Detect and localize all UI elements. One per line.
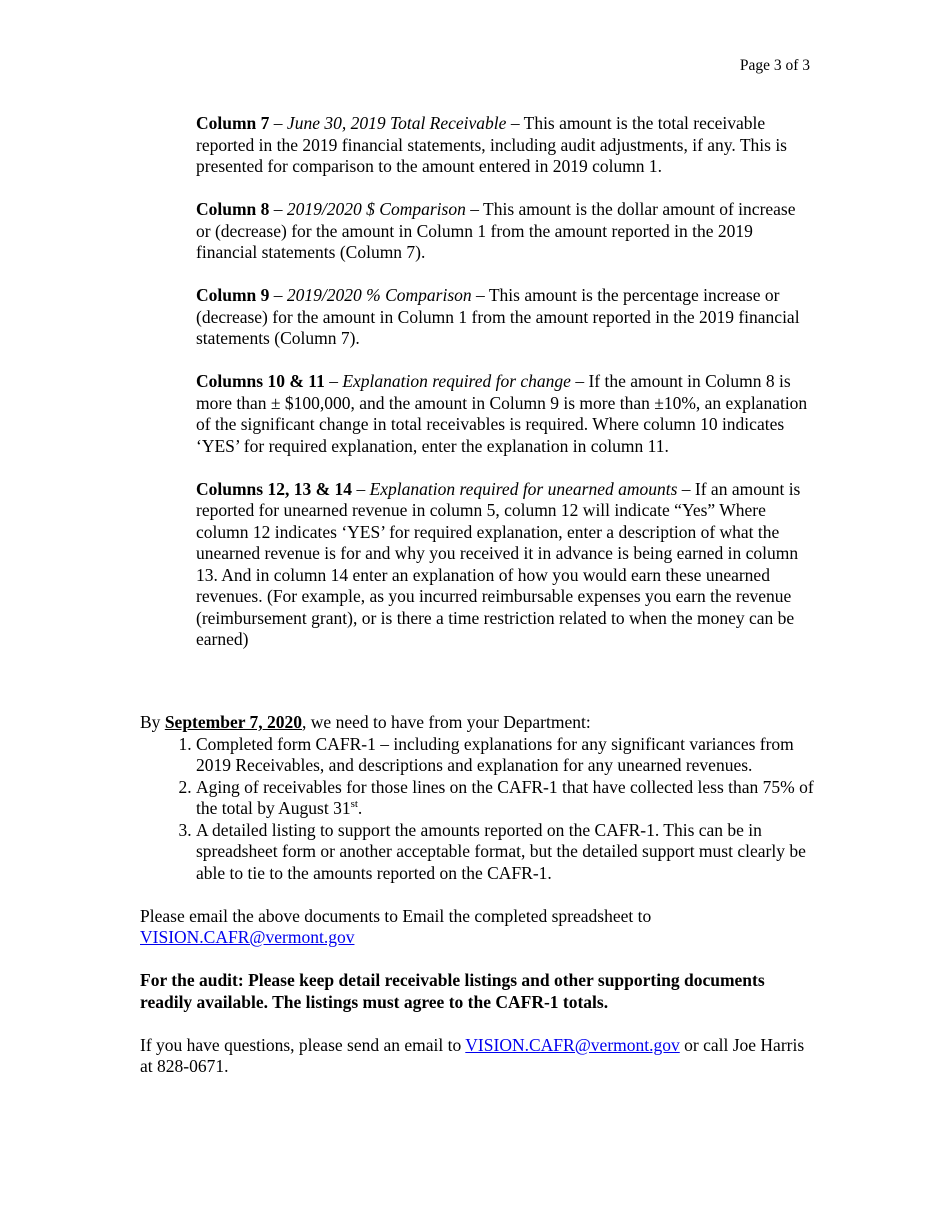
deadline-date: September 7, 2020 <box>164 712 303 732</box>
column-title: 2019/2020 % Comparison <box>286 285 472 305</box>
column-9-description: Column 9 – 2019/2020 % Comparison – This amount is the percentage increase or (decrease) for the amount in Column 1 from the amount reported in the 2019 financial statements (Column 7). <box>196 285 800 348</box>
column-text: This amount is the percentage increase or (decrease) for the amount in Column 1 from the amount reported in the 2019 financial statements (Column 7). <box>196 285 800 348</box>
email-link[interactable]: VISION.CAFR@vermont.gov <box>140 927 355 947</box>
email-instructions: Please email the above documents to Email the completed spreadsheet to VISION.CAFR@vermont.gov <box>140 905 652 947</box>
column-title: June 30, 2019 Total Receivable <box>286 113 507 133</box>
column-title: Explanation required for unearned amounts <box>369 478 678 499</box>
column-text: This amount is the total receivable reported in the 2019 financial statements, including audit adjustments, if any. This is presented for comparison to the amount entered in 2019 column 1. <box>196 113 787 176</box>
column-text: If the amount in Column 8 is more than ± $100,000, and the amount in Column 9 is more than ±10%, an explanation of the significant change in total receivables is required. Where column 10 indicates ‘YES’ for required explanation, enter the explanation in column 11. <box>196 371 808 456</box>
page-number: Page 3 of 3 <box>739 57 810 74</box>
column-title: Explanation required for change <box>342 371 571 391</box>
list-item: 2. Aging of receivables for those lines on the CAFR-1 that have collected less than 75% of the total by August 31st. <box>196 777 820 820</box>
columns-12-13-14-description: Columns 12, 13 & 14 – Explanation required for unearned amounts – If an amount is reported for unearned revenue in column 5, column 12 will indicate “Yes” Where column 12 indicates ‘YES’ for required explanation, enter a description of what the unearned revenue is for and why you received it in advance is being earned in column 13. And in column 14 enter an explanation of how you would earn these unearned revenues. (For example, as you incurred reimbursable expenses you earn the revenue (reimbursement grant), or is there a time restriction related to when the money can be earned) <box>196 478 801 649</box>
column-title: 2019/2020 $ Comparison <box>286 199 466 219</box>
column-label: Column 8 <box>196 199 270 219</box>
column-label: Columns 12, 13 & 14 <box>196 478 353 499</box>
questions-contact: If you have questions, please send an email to VISION.CAFR@vermont.gov or call Joe Harris at 828-0671. <box>140 1034 805 1076</box>
column-7-description: Column 7 – June 30, 2019 Total Receivable – This amount is the total receivable reported in the 2019 financial statements, including audit adjustments, if any. This is presented for comparison to the amount entered in 2019 column 1. <box>196 113 787 176</box>
column-label: Columns 10 & 11 <box>196 371 325 391</box>
list-item: 1. Completed form CAFR-1 – including explanations for any significant variances from 2019 Receivables, and descriptions and explanation for any unearned revenues. <box>196 734 820 777</box>
column-text: This amount is the dollar amount of increase or (decrease) for the amount in Column 1 from the amount reported in the 2019 financial statements (Column 7). <box>196 199 796 262</box>
column-label: Column 7 <box>196 113 270 133</box>
column-label: Column 9 <box>196 285 270 305</box>
column-8-description: Column 8 – 2019/2020 $ Comparison – This amount is the dollar amount of increase or (decrease) for the amount in Column 1 from the amount reported in the 2019 financial statements (Column 7). <box>196 199 796 262</box>
audit-note: For the audit: Please keep detail receivable listings and other supporting documents readily available. The listings must agree to the CAFR-1 totals. <box>140 970 765 1012</box>
instructions-section <box>140 712 820 1078</box>
requirements-list <box>140 734 820 885</box>
column-text: If an amount is reported for unearned revenue in column 5, column 12 will indicate “Yes” Where column 12 indicates ‘YES’ for required explanation, enter a description of what the unearned revenue is for and why you received it in advance is being earned in column 13. And in column 14 enter an explanation of how you would earn these unearned revenues. (For example, as you incurred reimbursable expenses you earn the revenue (reimbursement grant), or is there a time restriction related to when the money can be earned) <box>196 478 801 649</box>
contact-email-link[interactable]: VISION.CAFR@vermont.gov <box>465 1034 680 1055</box>
deadline-line: By September 7, 2020, we need to have from your Department: <box>140 712 591 732</box>
columns-10-11-description: Columns 10 & 11 – Explanation required for change – If the amount in Column 8 is more than ± $100,000, and the amount in Column 9 is more than ±10%, an explanation of the significant change in total receivables is required. Where column 10 indicates ‘YES’ for required explanation, enter the explanation in column 11. <box>196 371 808 456</box>
list-item: 3. A detailed listing to support the amounts reported on the CAFR-1. This can be in spreadsheet form or another acceptable format, but the detailed support must clearly be able to tie to the amounts reported on the CAFR-1. <box>196 820 820 885</box>
column-descriptions <box>196 113 811 672</box>
